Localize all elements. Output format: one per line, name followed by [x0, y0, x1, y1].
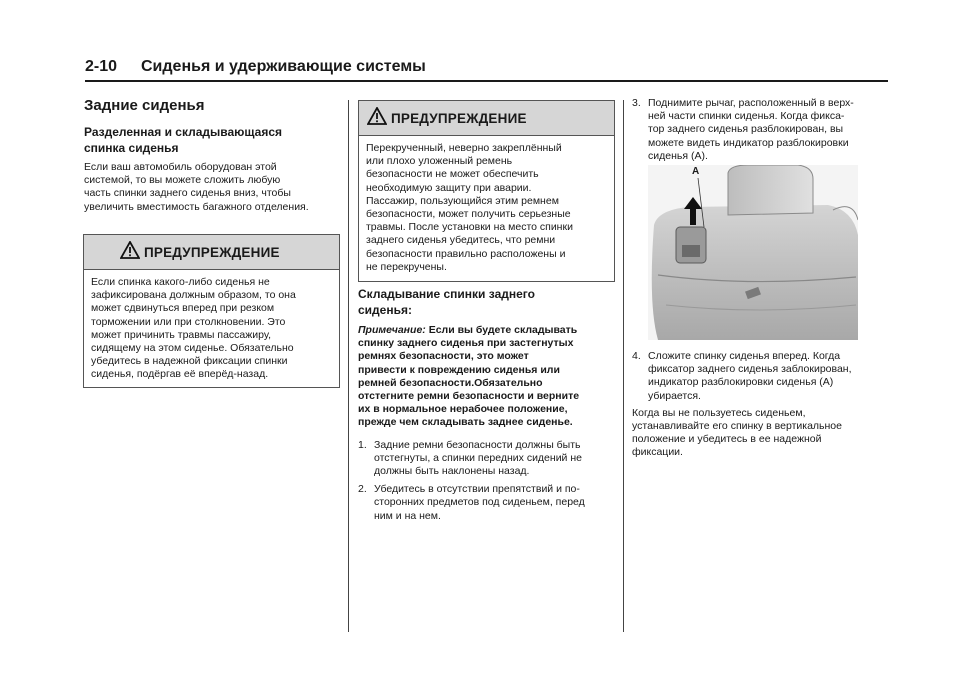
section-heading: Задние сиденья — [84, 97, 205, 114]
column-divider-left — [348, 100, 349, 632]
right-column-top — [632, 97, 888, 163]
list-item: 4. Сложите спинку сиденья вперед. Когда фиксатор заднего сиденья заблокирован, индикатор разблокировки сиденья (А) убирается. — [632, 350, 852, 402]
warning-title: ПРЕДУПРЕЖДЕНИЕ — [144, 244, 280, 260]
warning-box-middle — [358, 100, 615, 282]
left-column — [84, 97, 340, 214]
column-divider-right — [623, 100, 624, 632]
warning-triangle-icon — [120, 241, 140, 264]
list-item: 2. Убедитесь в отсутствии препятствий и по- сторонних предметов под сиденьем, перед ним и на нем. — [358, 483, 585, 522]
page-number: 2-10 — [85, 58, 118, 75]
warning-text: Если спинка какого-либо сиденья не зафиксирована должным образом, то она может сдвинуться вперед при резком торможении или при столкновении. Это может причинить травмы пассажиру, сидящему на этом сиденье. Обязательно убедитесь в надежной фиксации спинки сиденья, подёргав её вперёд-назад. — [91, 276, 296, 381]
warning-box-left — [83, 234, 340, 388]
subsection-heading: Разделенная и складывающаяся спинка сиденья — [84, 125, 283, 155]
seat-illustration — [648, 165, 858, 340]
page-title: Сиденья и удерживающие системы — [141, 58, 426, 75]
closing-paragraph: Когда вы не пользуетесь сиденьем, устанавливайте его спинку в вертикальное положение и убедитесь в ее надежной фиксации. — [632, 406, 842, 459]
list-item: 1. Задние ремни безопасности должны быть отстегнуты, а спинки передних сидений не должны быть наклонены назад. — [358, 438, 582, 478]
warning-header — [84, 235, 339, 270]
note-paragraph: Примечание: Если вы будете складывать спинку заднего сиденья при застегнутых ремнях безопасности, это может привести к повреждению сиденья или ремней безопасности.Обязательно отстегните ремни безопасности и верните их в нормальное нерабочее положение, прежде чем складывать заднее сиденье. — [358, 324, 580, 429]
subsection-heading: Складывание спинки заднего сиденья: — [358, 287, 535, 317]
intro-paragraph: Если ваш автомобиль оборудован этой системой, то вы можете сложить любую часть спинки заднего сиденья вниз, чтобы увеличить вместимость багажного отделения. — [84, 161, 309, 213]
figure-label-a: A — [692, 166, 700, 177]
list-item: 3. Поднимите рычаг, расположенный в верх- ней части спинки сиденья. Когда фикса- тор заднего сиденья разблокирован, вы можете видеть индикатор разблокировки сиденья (А). — [632, 97, 854, 162]
warning-text: Перекрученный, неверно закреплённый или плохо уложенный ремень безопасности не может обеспечить необходимую защиту при аварии. Пассажир, пользующийся этим ремнем безопасности, может получить серьезные травмы. После установки на место спинки заднего сиденья убедитесь, что ремни безопасности правильно расположены и не перекручены. — [366, 142, 573, 273]
middle-column — [358, 286, 616, 523]
page-header — [85, 58, 888, 82]
note-label: Примечание: — [358, 324, 426, 336]
warning-header — [359, 101, 614, 136]
warning-title: ПРЕДУПРЕЖДЕНИЕ — [391, 110, 527, 126]
right-column-bottom — [632, 350, 888, 460]
warning-triangle-icon — [367, 107, 387, 130]
